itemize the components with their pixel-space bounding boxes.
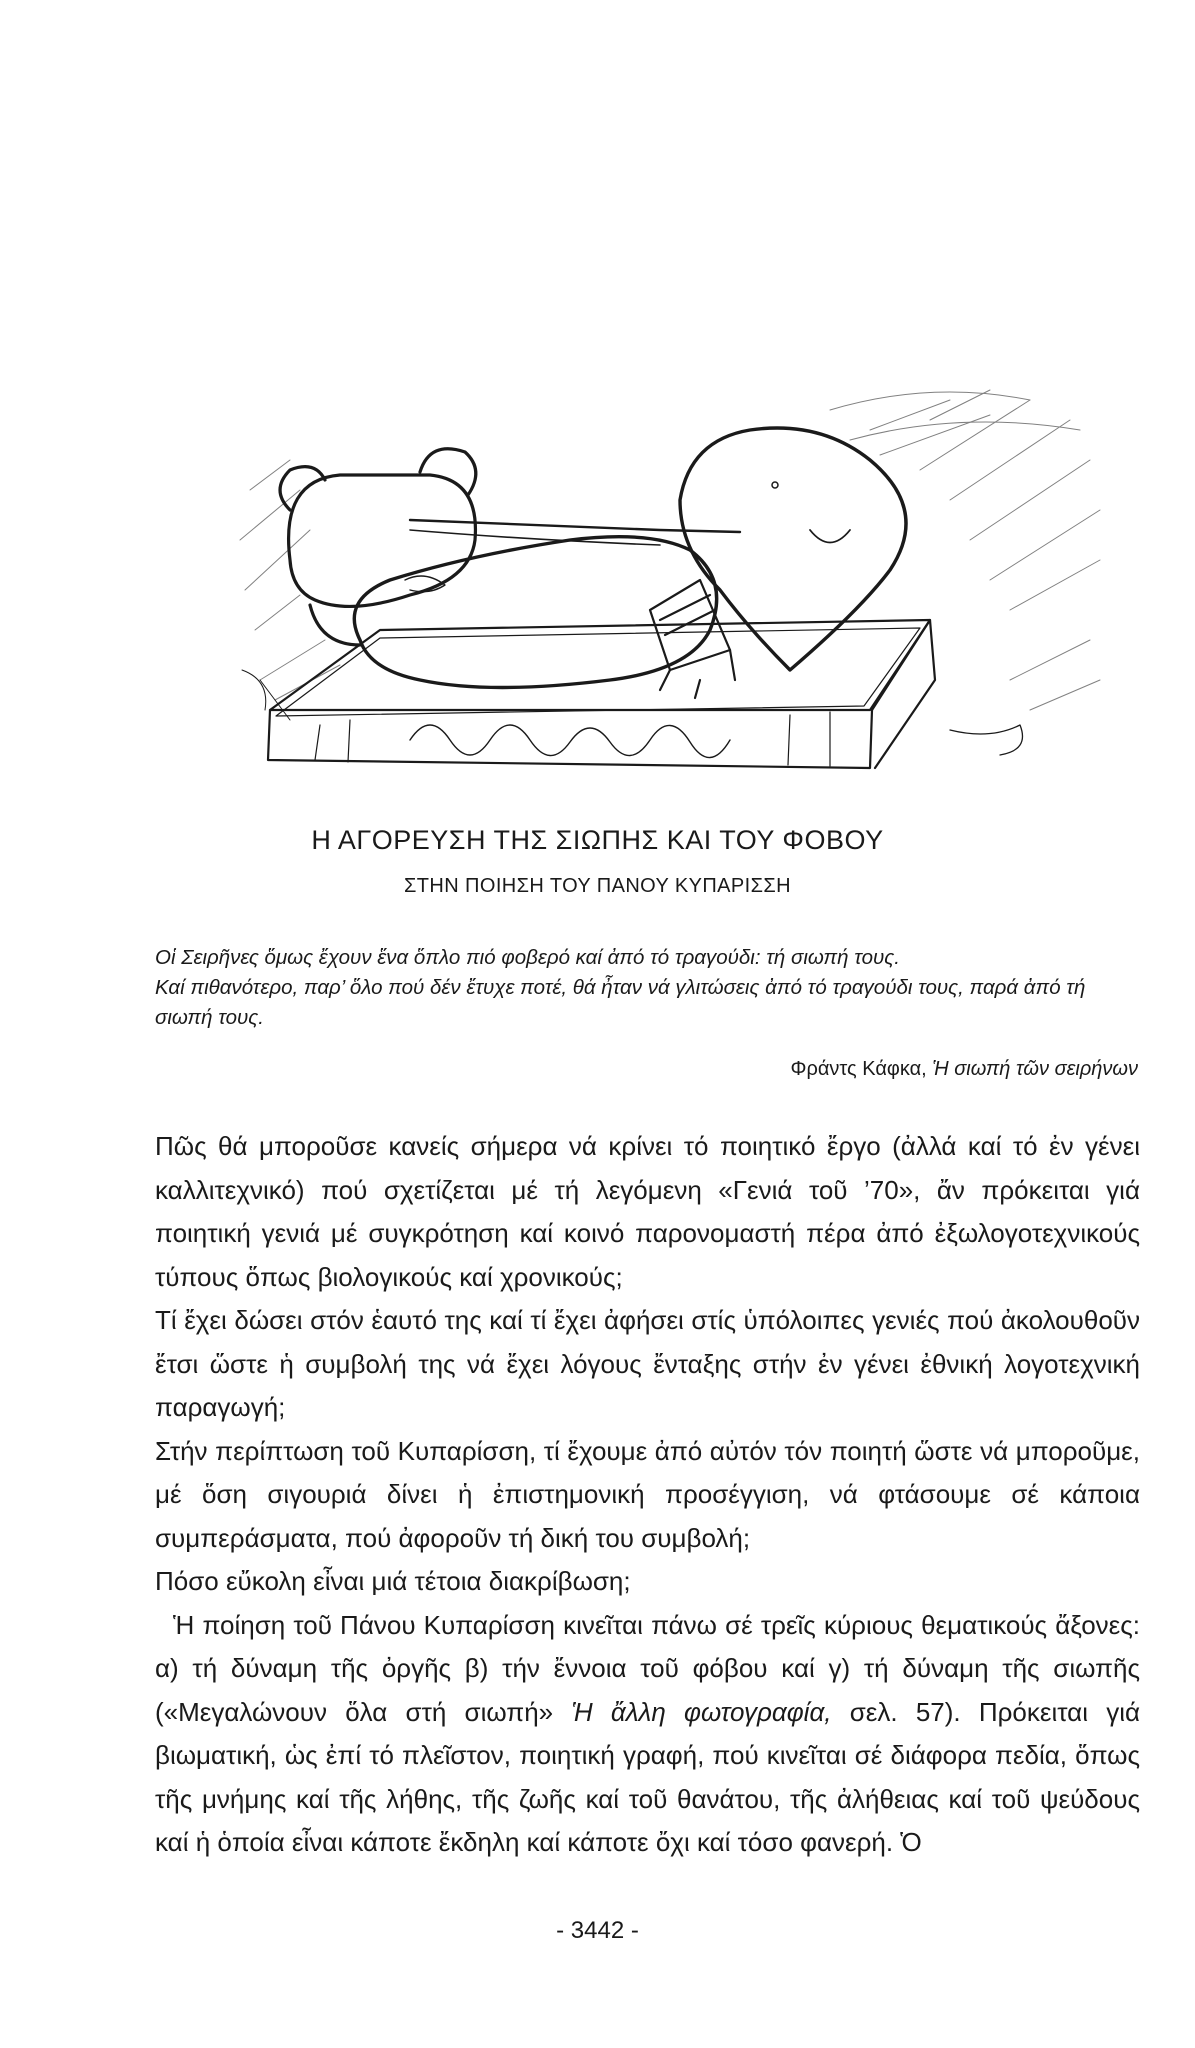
page-number: - 3442 - — [556, 1917, 639, 1944]
article-subtitle: ΣΤΗΝ ΠΟΙΗΣΗ ΤΟΥ ΠΑΝΟΥ ΚΥΠΑΡΙΣΣΗ — [404, 875, 791, 897]
paragraph-4: Πόσο εὔκολη εἶναι μιά τέτοια διακρίβωση; — [155, 1566, 631, 1596]
epigraph-line-2: Καί πιθανότερο, παρ’ ὅλο πού δέν ἔτυχε ποτέ, θά ἦταν νά γλιτώσεις ἀπό τό τραγούδι τους, παρά ἀπό τή σιωπή τους. — [155, 976, 1086, 1029]
pen-sketch-illustration — [230, 380, 1110, 800]
epigraph-attribution — [155, 1058, 1138, 1081]
paragraph-5 — [155, 1604, 1140, 1865]
paragraph-5-part-1: Ἡ ποίηση τοῦ Πάνου Κυπαρίσση κινεῖται πάνω σέ τρεῖς κύριους θεματικούς ἄξονες: α) τή δύναμη τῆς ὀργῆς β) τήν ἔννοια τοῦ φόβου καί γ) τή δύναμη τῆς σιωπῆς («Μεγαλώνουν ὅλα στή σιωπή» — [155, 1609, 1140, 1727]
epigraph — [155, 943, 1140, 1033]
book-title: Ἡ ἄλλη φωτογραφία, — [571, 1696, 832, 1727]
epigraph-line-1: Οἱ Σειρῆνες ὅμως ἔχουν ἕνα ὅπλο πιό φοβερό καί ἀπό τό τραγούδι: τή σιωπή τους. — [155, 946, 900, 969]
attribution-work: Ἡ σιωπή τῶν σειρήνων — [932, 1058, 1138, 1080]
body-text — [155, 1125, 1140, 1865]
paragraph-5-part-2: σελ. 57). Πρόκειται γιά βιωματική, ὡς ἐπί τό πλεῖστον, ποιητική γραφή, πού κινεῖται σέ διάφορα πεδία, ὅπως τῆς μνήμης καί τῆς λήθης, τῆς ζωῆς καί τοῦ θανάτου, τῆς ἀλήθειας καί τοῦ ψεύδους καί ἡ ὁποία εἶναι κάποτε ἔκδηλη καί κάποτε ὄχι καί τόσο φανερή. Ὁ — [155, 1696, 1140, 1857]
article-title: Η ΑΓΟΡΕΥΣΗ ΤΗΣ ΣΙΩΠΗΣ ΚΑΙ ΤΟΥ ΦΟΒΟΥ — [311, 825, 884, 855]
paragraph-2: Τί ἔχει δώσει στόν ἑαυτό της καί τί ἔχει ἀφήσει στίς ὑπόλοιπες γενιές πού ἀκολουθοῦν ἔτσι ὥστε ἡ συμβολή της νά ἔχει λόγους ἔνταξης στήν ἐν γένει ἐθνική λογοτεχνική παραγωγή; — [155, 1305, 1140, 1422]
attribution-author: Φράντς Κάφκα, — [790, 1058, 927, 1080]
paragraph-1: Πῶς θά μποροῦσε κανείς σήμερα νά κρίνει τό ποιητικό ἔργο (ἀλλά καί τό ἐν γένει καλλιτεχνικό) πού σχετίζεται μέ τή λεγόμενη «Γενιά τοῦ ’70», ἄν πρόκειται γιά ποιητική γενιά μέ συγκρότηση καί κοινό παρονομαστή πέρα ἀπό ἐξωλογοτεχνικούς τύπους ὅπως βιολογικούς καί χρονικούς; — [155, 1131, 1140, 1292]
paragraph-3: Στήν περίπτωση τοῦ Κυπαρίσση, τί ἔχουμε ἀπό αὐτόν τόν ποιητή ὥστε νά μποροῦμε, μέ ὅση σιγουριά δίνει ἡ ἐπιστημονική προσέγγιση, νά φτάσουμε σέ κάποια συμπεράσματα, πού ἀφοροῦν τή δική του συμβολή; — [155, 1435, 1140, 1553]
